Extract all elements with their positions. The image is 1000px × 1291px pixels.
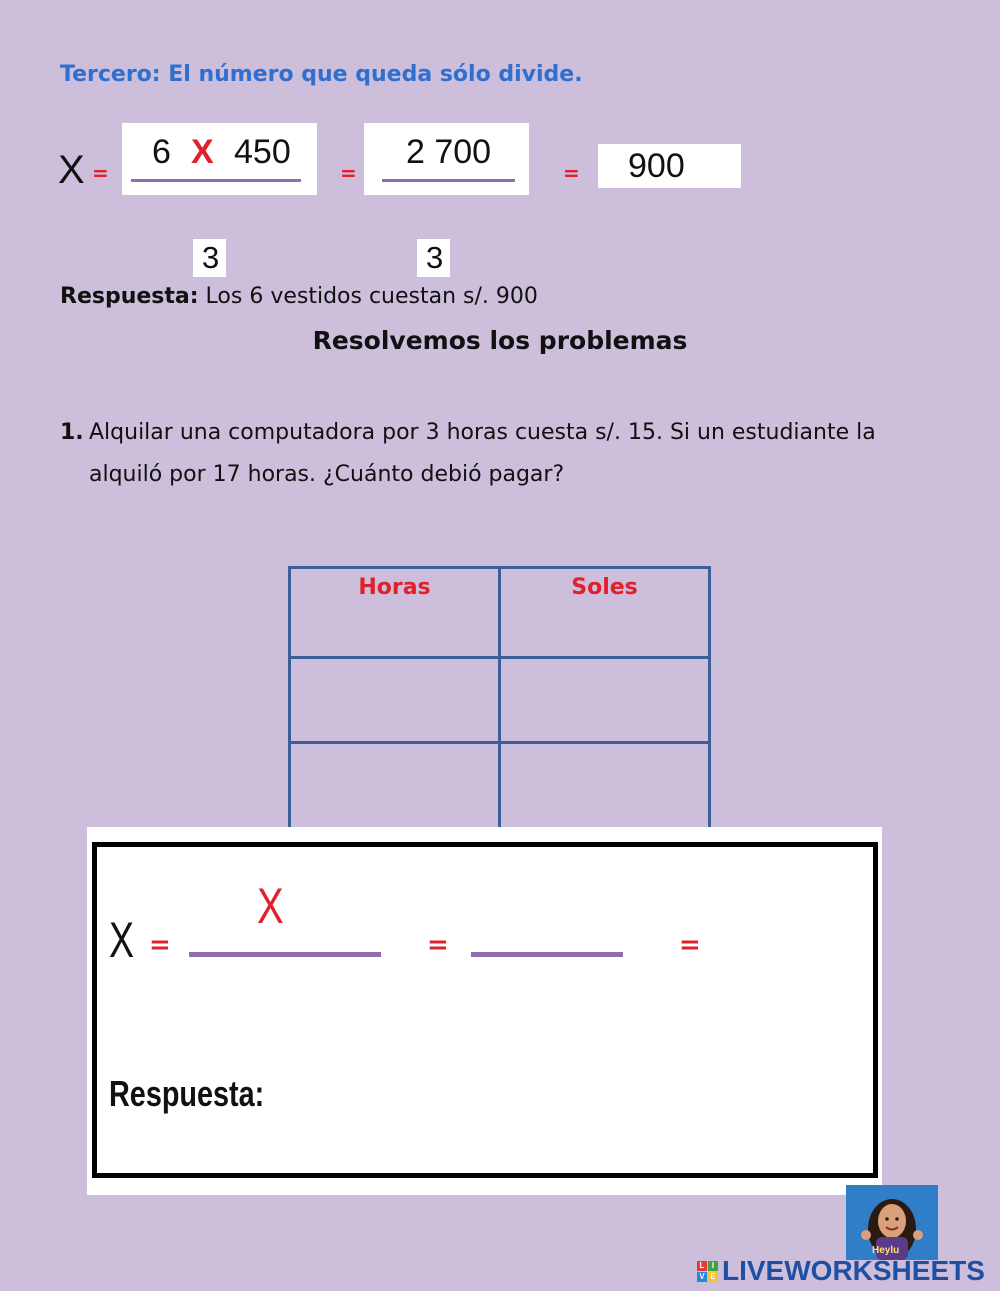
avatar-name: Heylu <box>872 1245 900 1256</box>
table-row <box>290 658 710 743</box>
equals-sign: = <box>92 161 109 185</box>
x-variable: X <box>58 148 85 192</box>
divisor-box-2 <box>417 239 450 277</box>
equals-sign: = <box>149 930 171 960</box>
logo-badge-letter: V <box>697 1272 707 1282</box>
answer-text: Los 6 vestidos cuestan s/. 900 <box>205 284 538 309</box>
step-heading: Tercero: El número que queda sólo divide. <box>60 62 583 87</box>
fraction-bar <box>189 952 381 957</box>
header-horas: Horas <box>290 568 500 658</box>
factor-b: 450 <box>234 133 291 171</box>
times-sign: X <box>257 878 284 934</box>
logo-text: LIVEWORKSHEETS <box>722 1255 985 1286</box>
work-area[interactable] <box>92 842 878 1178</box>
table-row <box>290 743 710 831</box>
problem-text: Alquilar una computadora por 3 horas cuesta s/. 15. Si un estudiante la alquiló por 17 horas. ¿Cuánto debió pagar? <box>89 420 876 487</box>
problem-number: 1. <box>60 420 84 445</box>
factor-a: 6 <box>152 133 171 171</box>
answer-line <box>60 284 538 309</box>
result-value: 900 <box>628 147 685 185</box>
proportion-table <box>288 566 711 832</box>
equals-sign: = <box>563 161 580 185</box>
liveworksheets-logo <box>697 1256 985 1286</box>
fraction-bar <box>471 952 623 957</box>
divisor-value: 3 <box>426 240 444 275</box>
problem-1 <box>60 412 940 496</box>
table-cell[interactable] <box>500 658 710 743</box>
table-cell[interactable] <box>290 743 500 831</box>
equals-sign: = <box>679 930 701 960</box>
divisor-box-1 <box>193 239 226 277</box>
table-header-row <box>290 568 710 658</box>
table-cell[interactable] <box>290 658 500 743</box>
x-variable: X <box>109 912 135 968</box>
numerator-box-2 <box>364 123 529 195</box>
avatar <box>846 1185 938 1260</box>
equals-sign: = <box>340 161 357 185</box>
logo-badge-letter: E <box>708 1272 718 1282</box>
logo-badge <box>697 1261 718 1282</box>
answer-label: Respuesta: <box>109 1073 265 1114</box>
header-soles: Soles <box>500 568 710 658</box>
fraction-bar <box>131 179 301 182</box>
equals-sign: = <box>427 930 449 960</box>
answer-label: Respuesta: <box>60 284 199 309</box>
product-value: 2 700 <box>406 133 492 171</box>
section-title: Resolvemos los problemas <box>312 326 688 355</box>
table-cell[interactable] <box>500 743 710 831</box>
times-sign: X <box>191 133 214 171</box>
numerator-box-1 <box>122 123 317 195</box>
logo-badge-letter: L <box>697 1261 707 1271</box>
logo-badge-letter: I <box>708 1261 718 1271</box>
divisor-value: 3 <box>202 240 220 275</box>
fraction-bar <box>382 179 515 182</box>
result-box <box>598 144 741 188</box>
